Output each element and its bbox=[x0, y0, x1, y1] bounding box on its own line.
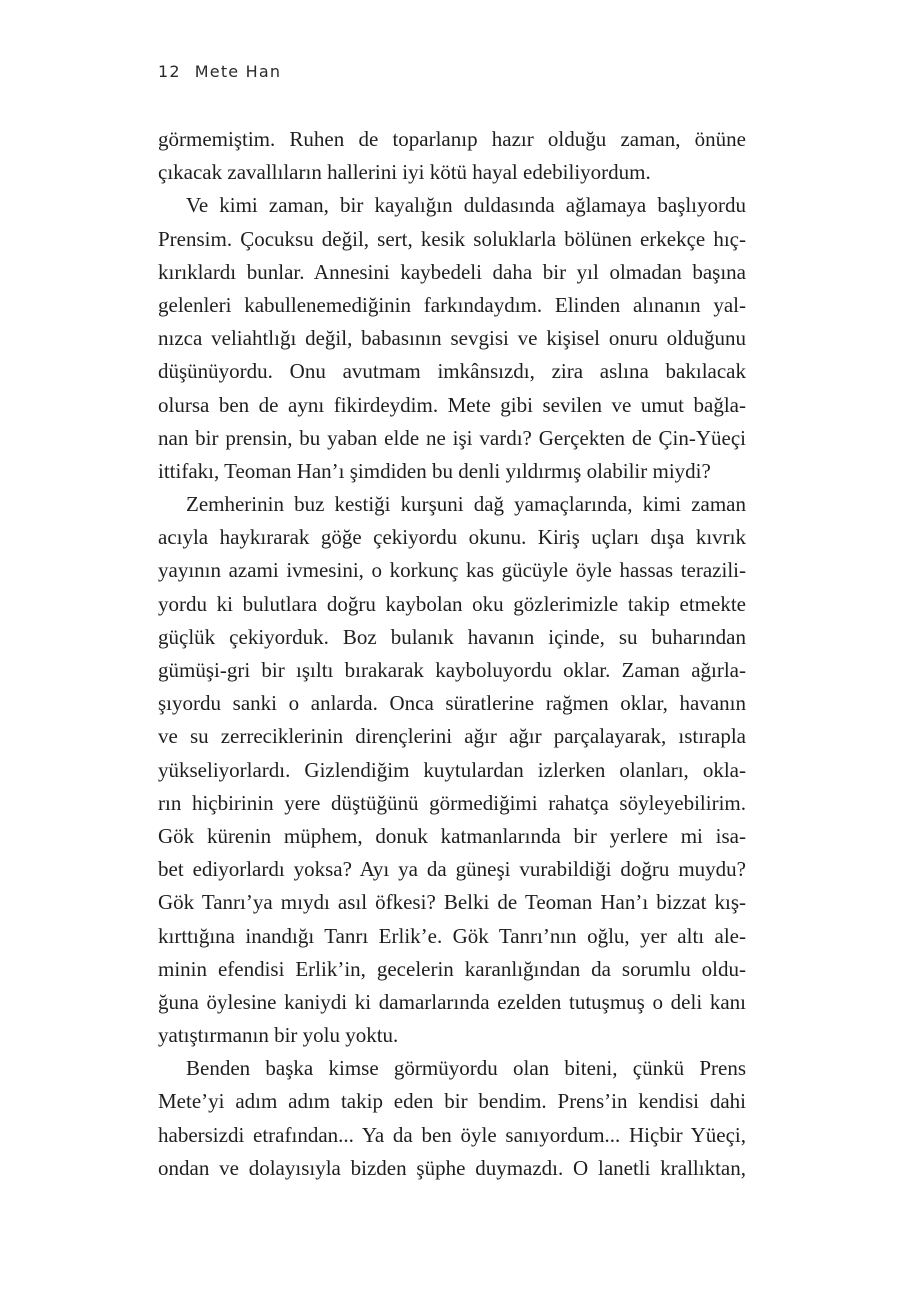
running-title: Mete Han bbox=[194, 62, 282, 81]
text-line: ondan ve dolayısıyla bizden şüphe duymazdı. O lanetli krallıktan, bbox=[158, 1155, 746, 1180]
text-line: kırttığına inandığı Tanrı Erlik’e. Gök Tanrı’nın oğlu, yer altı ale- bbox=[158, 923, 746, 948]
page-number: 12 bbox=[158, 62, 181, 81]
text-line: nızca veliahtlığı değil, babasının sevgisi ve kişisel onuru olduğunu bbox=[158, 326, 746, 351]
text-line: nan bir prensin, bu yaban elde ne işi vardı? Gerçekten de Çin-Yüeçi bbox=[158, 425, 746, 450]
paragraph bbox=[158, 1052, 746, 1185]
text-line: Gök Tanrı’ya mıydı asıl öfkesi? Belki de Teoman Han’ı bizzat kış- bbox=[158, 890, 746, 915]
text-line: yükseliyorlardı. Gizlendiğim kuytulardan izlerken olanları, okla- bbox=[158, 757, 746, 782]
text-line: Zemherinin buz kestiği kurşuni dağ yamaçlarında, kimi zaman bbox=[186, 492, 746, 517]
text-line: şıyordu sanki o anlarda. Onca süratlerine rağmen oklar, havanın bbox=[158, 691, 746, 716]
text-line: habersizdi etrafından... Ya da ben öyle sanıyordum... Hiçbir Yüeçi, bbox=[158, 1122, 746, 1147]
paragraph bbox=[158, 123, 746, 189]
text-line: minin efendisi Erlik’in, gecelerin karanlığından da sorumlu oldu- bbox=[158, 956, 746, 981]
text-line: rın hiçbirinin yere düştüğünü görmediğimi rahatça söyleyebilirim. bbox=[158, 790, 746, 815]
text-line: Ve kimi zaman, bir kayalığın duldasında ağlamaya başlıyordu bbox=[186, 193, 746, 218]
text-line: yayının azami ivmesini, o korkunç kas gücüyle öyle hassas terazili- bbox=[158, 558, 746, 583]
paragraph bbox=[158, 189, 746, 488]
text-line: güçlük çekiyorduk. Boz bulanık havanın içinde, su buharından bbox=[158, 624, 746, 649]
text-line: düşünüyordu. Onu avutmam imkânsızdı, zira aslına bakılacak bbox=[158, 359, 746, 384]
text-line: olursa ben de aynı fikirdeydim. Mete gibi sevilen ve umut bağla- bbox=[158, 392, 746, 417]
text-line: yatıştırmanın bir yolu yoktu. bbox=[158, 1023, 399, 1048]
text-line: gelenleri kabullenemediğinin farkındaydım. Elinden alınanın yal- bbox=[158, 292, 746, 317]
text-line: Prensim. Çocuksu değil, sert, kesik soluklarla bölünen erkekçe hıç- bbox=[158, 226, 746, 251]
text-line: ğuna öylesine kaniydi ki damarlarında ezelden tutuşmuş o deli kanı bbox=[158, 989, 746, 1014]
text-line: Mete’yi adım adım takip eden bir bendim. Prens’in kendisi dahi bbox=[158, 1089, 746, 1114]
text-line: ve su zerreciklerinin dirençlerini ağır ağır parçalayarak, ıstırapla bbox=[158, 724, 746, 749]
text-line: kırıklardı bunlar. Annesini kaybedeli daha bir yıl olmadan başına bbox=[158, 259, 746, 284]
text-line: bet ediyorlardı yoksa? Ayı ya da güneşi vurabildiği doğru muydu? bbox=[158, 857, 746, 882]
text-line: gümüşi-gri bir ışıltı bırakarak kayboluyordu oklar. Zaman ağırla- bbox=[158, 658, 746, 682]
running-head bbox=[158, 62, 281, 81]
text-line: yordu ki bulutlara doğru kaybolan oku gözlerimizle takip etmekte bbox=[158, 591, 746, 616]
text-line: Benden başka kimse görmüyordu olan biteni, çünkü Prens bbox=[186, 1056, 746, 1081]
body-text bbox=[158, 123, 746, 1185]
text-line: Gök kürenin müphem, donuk katmanlarında bir yerlere mi isa- bbox=[158, 823, 746, 848]
text-line: görmemiştim. Ruhen de toparlanıp hazır olduğu zaman, önüne bbox=[158, 127, 746, 151]
text-line: ittifakı, Teoman Han’ı şimdiden bu denli yıldırmış olabilir miydi? bbox=[158, 458, 711, 483]
text-line: çıkacak zavallıların hallerini iyi kötü hayal edebiliyordum. bbox=[158, 160, 651, 185]
paragraph bbox=[158, 488, 746, 1052]
text-line: acıyla haykırarak göğe çekiyordu okunu. Kiriş uçları dışa kıvrık bbox=[158, 525, 746, 550]
